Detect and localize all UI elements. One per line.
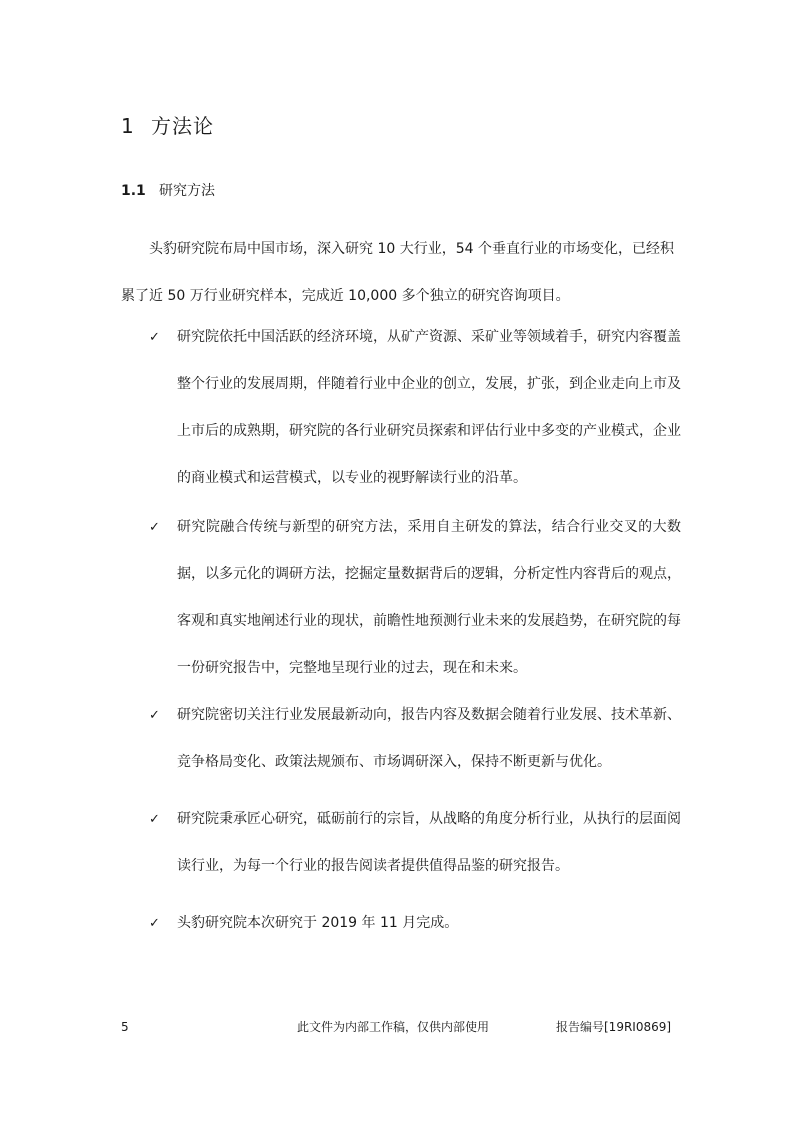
bullet-text: 头豹研究院本次研究于 2019 年 11 月完成。 (177, 915, 459, 931)
check-icon: ✓ (149, 916, 160, 931)
intro-line: 头豹研究院布局中国市场，深入研究 10 大行业，54 个垂直行业的市场变化，已经积 (149, 241, 674, 257)
bullet-item (121, 702, 681, 786)
intro-paragraph (121, 236, 681, 310)
bullet-text: 研究院秉承匠心研究，砥砺前行的宗旨，从战略的角度分析行业，从执行的层面阅读行业，为每一个行业的报告阅读者提供值得品鉴的研究报告。 (177, 811, 681, 874)
bullet-item (121, 514, 681, 692)
bullet-item (121, 324, 681, 502)
subsection-title: 研究方法 (159, 183, 215, 199)
bullet-text: 研究院密切关注行业发展最新动向，报告内容及数据会随着行业发展、技术革新、竞争格局变化、政策法规颁布、市场调研深入，保持不断更新与优化。 (177, 707, 681, 770)
confidential-note: 此文件为内部工作稿，仅供内部使用 (297, 1020, 490, 1034)
check-icon: ✓ (149, 812, 160, 827)
report-code: 报告编号[19RI0869] (556, 1020, 672, 1034)
bullet-item (121, 806, 681, 890)
page-number: 5 (121, 1020, 129, 1034)
section-number: 1 (121, 114, 135, 138)
section-title: 方法论 (151, 114, 214, 138)
bullet-item (121, 910, 681, 947)
bullet-text: 研究院依托中国活跃的经济环境，从矿产资源、采矿业等领域着手，研究内容覆盖整个行业的发展周期，伴随着行业中企业的创立，发展，扩张，到企业走向上市及上市后的成熟期，研究院的各行业研究员探索和评估行业中多变的产业模式，企业的商业模式和运营模式，以专业的视野解读行业的沿革。 (177, 329, 681, 486)
bullet-text: 研究院融合传统与新型的研究方法，采用自主研发的算法，结合行业交叉的大数据，以多元化的调研方法，挖掘定量数据背后的逻辑，分析定性内容背后的观点，客观和真实地阐述行业的现状，前瞻性地预测行业未来的发展趋势，在研究院的每一份研究报告中，完整地呈现行业的过去，现在和未来。 (177, 519, 681, 676)
check-icon: ✓ (149, 708, 160, 723)
subsection-heading (121, 181, 215, 201)
check-icon: ✓ (149, 520, 160, 535)
subsection-number: 1.1 (121, 183, 146, 199)
check-icon: ✓ (149, 330, 160, 345)
section-heading (121, 112, 214, 140)
intro-line: 累了近 50 万行业研究样本，完成近 10,000 多个独立的研究咨询项目。 (121, 288, 570, 304)
